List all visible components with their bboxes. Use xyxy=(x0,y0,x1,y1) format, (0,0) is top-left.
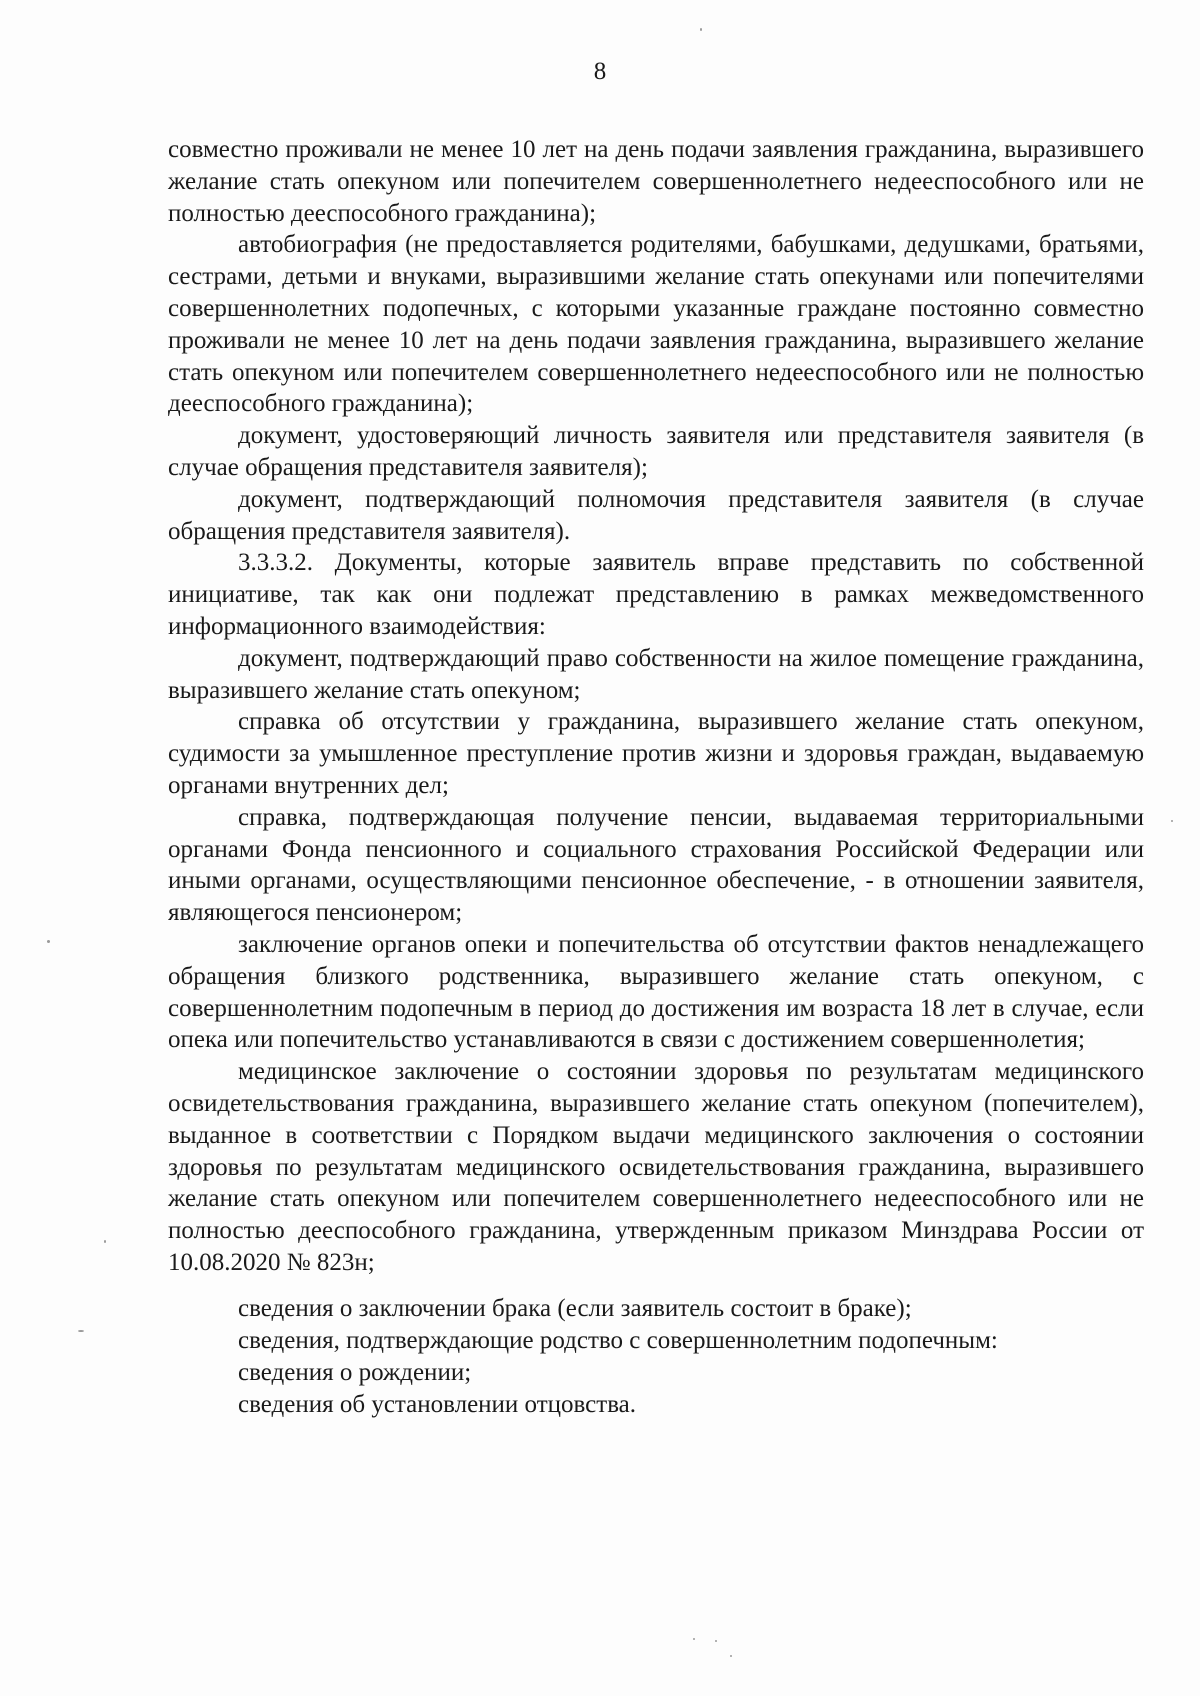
scan-speck xyxy=(104,1240,106,1243)
scan-speck xyxy=(47,940,50,943)
paragraph-guardianship-conclusion: заключение органов опеки и попечительства об отсутствии фактов ненадлежащего обращения близкого родственника, выразившего желание стать опекуном, с совершеннолетним подопечным в период до достижения им возраста 18 лет в случае, если опека или попечительство устанавливаются в связи с достижением совершеннолетия; xyxy=(168,930,1144,1054)
paragraph-authority-document: документ, подтверждающий полномочия представителя заявителя (в случае обращения представителя заявителя). xyxy=(168,485,1144,545)
list-item-kinship-info: сведения, подтверждающие родство с совершеннолетним подопечным: xyxy=(238,1327,998,1354)
paragraph-autobiography: автобиография (не предоставляется родителями, бабушками, дедушками, братьями, сестрами, детьми и внуками, выразившими желание стать опекунами или попечителями совершеннолетних подопечных, с которыми указанные граждане постоянно совместно проживали не менее 10 лет на день подачи заявления гражданина, выразившего желание стать опекуном или попечителем совершеннолетнего недееспособного или не полностью дееспособного гражданина); xyxy=(168,231,1144,418)
paragraph-pension-certificate: справка, подтверждающая получение пенсии, выдаваемая территориальными органами Фонда пенсионного и социального страхования Российской Федерации или иными органами, осуществляющими пенсионное обеспечение, - в отношении заявителя, являющегося пенсионером; xyxy=(168,803,1144,927)
paragraph-identity-document: документ, удостоверяющий личность заявителя или представителя заявителя (в случае обращения представителя заявителя); xyxy=(168,422,1144,481)
scan-speck xyxy=(693,1638,695,1640)
scan-speck xyxy=(730,1655,732,1657)
document-body xyxy=(168,134,1144,1279)
list-item-marriage-info: сведения о заключении брака (если заявитель состоит в браке); xyxy=(238,1295,912,1322)
list-item-paternity-info: сведения об установлении отцовства. xyxy=(238,1391,637,1418)
paragraph-section-3-3-3-2: 3.3.3.2. Документы, которые заявитель вправе представить по собственной инициативе, так как они подлежат представлению в рамках межведомственного информационного взаимодействия: xyxy=(168,549,1144,640)
paragraph-medical-conclusion: медицинское заключение о состоянии здоровья по результатам медицинского освидетельствования гражданина, выразившего желание стать опекуном (попечителем), выданное в соответствии с Порядком выдачи медицинского заключения о состоянии здоровья по результатам медицинского освидетельствования гражданина, выразившего желание стать опекуном или попечителем совершеннолетнего недееспособного или не полностью дееспособного гражданина, утвержденным приказом Минздрава России от 10.08.2020 № 823н; xyxy=(168,1058,1144,1276)
list-item-birth-info: сведения о рождении; xyxy=(238,1359,472,1386)
paragraph-criminal-record-certificate: справка об отсутствии у гражданина, выразившего желание стать опекуном, судимости за умышленное преступление против жизни и здоровья граждан, выдаваемую органами внутренних дел; xyxy=(168,708,1144,799)
scan-speck xyxy=(715,1640,717,1642)
paragraph-continuation: совместно проживали не менее 10 лет на день подачи заявления гражданина, выразившего желание стать опекуном или попечителем совершеннолетнего недееспособного или не полностью дееспособного гражданина); xyxy=(168,136,1144,227)
scan-speck xyxy=(78,1330,84,1332)
scan-speck xyxy=(1171,820,1173,822)
scan-speck xyxy=(700,28,702,31)
page-number: 8 xyxy=(593,58,607,85)
paragraph-ownership-document: документ, подтверждающий право собственности на жилое помещение гражданина, выразившего желание стать опекуном; xyxy=(168,644,1144,704)
